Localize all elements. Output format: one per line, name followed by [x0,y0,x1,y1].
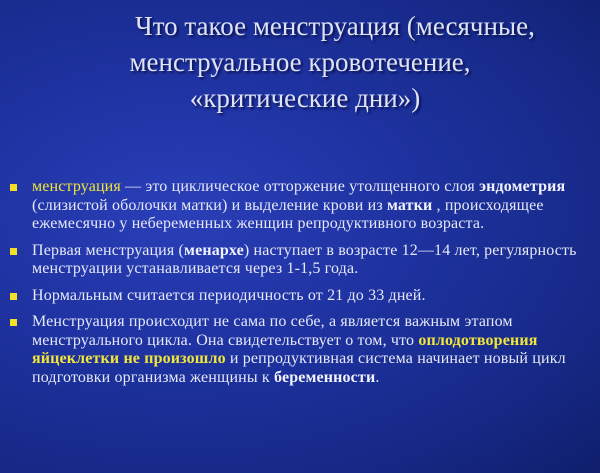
bullet-list [8,178,593,395]
bullet-text: и репродуктивная система начинает новый цикл подготовки организма женщины к [32,350,566,386]
bullet-text: (слизистой оболочки матки) и выделение крови из [32,196,387,214]
bullet-text: , происходящее ежемесячно у небеременных женщин репродуктивного возраста. [32,196,544,232]
bullet-text: Первая менструация ( [32,241,185,259]
bullet-normal-periodicity [8,287,593,306]
title-line-1: Что такое менструация (месячные, [135,11,535,41]
bullet-text: Менструация происходит не сама по себе, а является важным этапом менструального цикла. Она свидетельствует о том, что [32,313,513,349]
square-bullet-icon [10,319,17,326]
bullet-text: ) наступает в возрасте 12—14 лет, регулярность менструации устанавливается через 1-1,5 года. [32,241,577,277]
highlight-no-fertilization: оплодотворения яйцеклетки не произошло [32,331,538,367]
square-bullet-icon [10,184,17,191]
bullet-first-menstruation [8,242,593,279]
square-bullet-icon [10,293,17,300]
title-line-2: менструальное кровотечение, [129,47,471,77]
bullet-text: . [375,368,380,386]
bullet-menstrual-cycle [8,313,593,387]
term-endometrium: эндометрия [479,178,566,195]
term-menstruation: менструация [32,178,121,195]
slide-title [0,8,600,116]
term-pregnancy: беременности [274,368,376,386]
term-menarche: менархе [184,241,244,259]
square-bullet-icon [10,248,17,255]
bullet-text: Нормальным считается периодичность от 21 до 33 дней. [32,286,426,304]
term-uterus: матки [386,196,433,214]
bullet-text: — это циклическое отторжение утолщенного слоя [120,178,480,195]
bullet-menstruation-definition [8,178,593,234]
title-line-3: «критические дни») [189,83,421,113]
